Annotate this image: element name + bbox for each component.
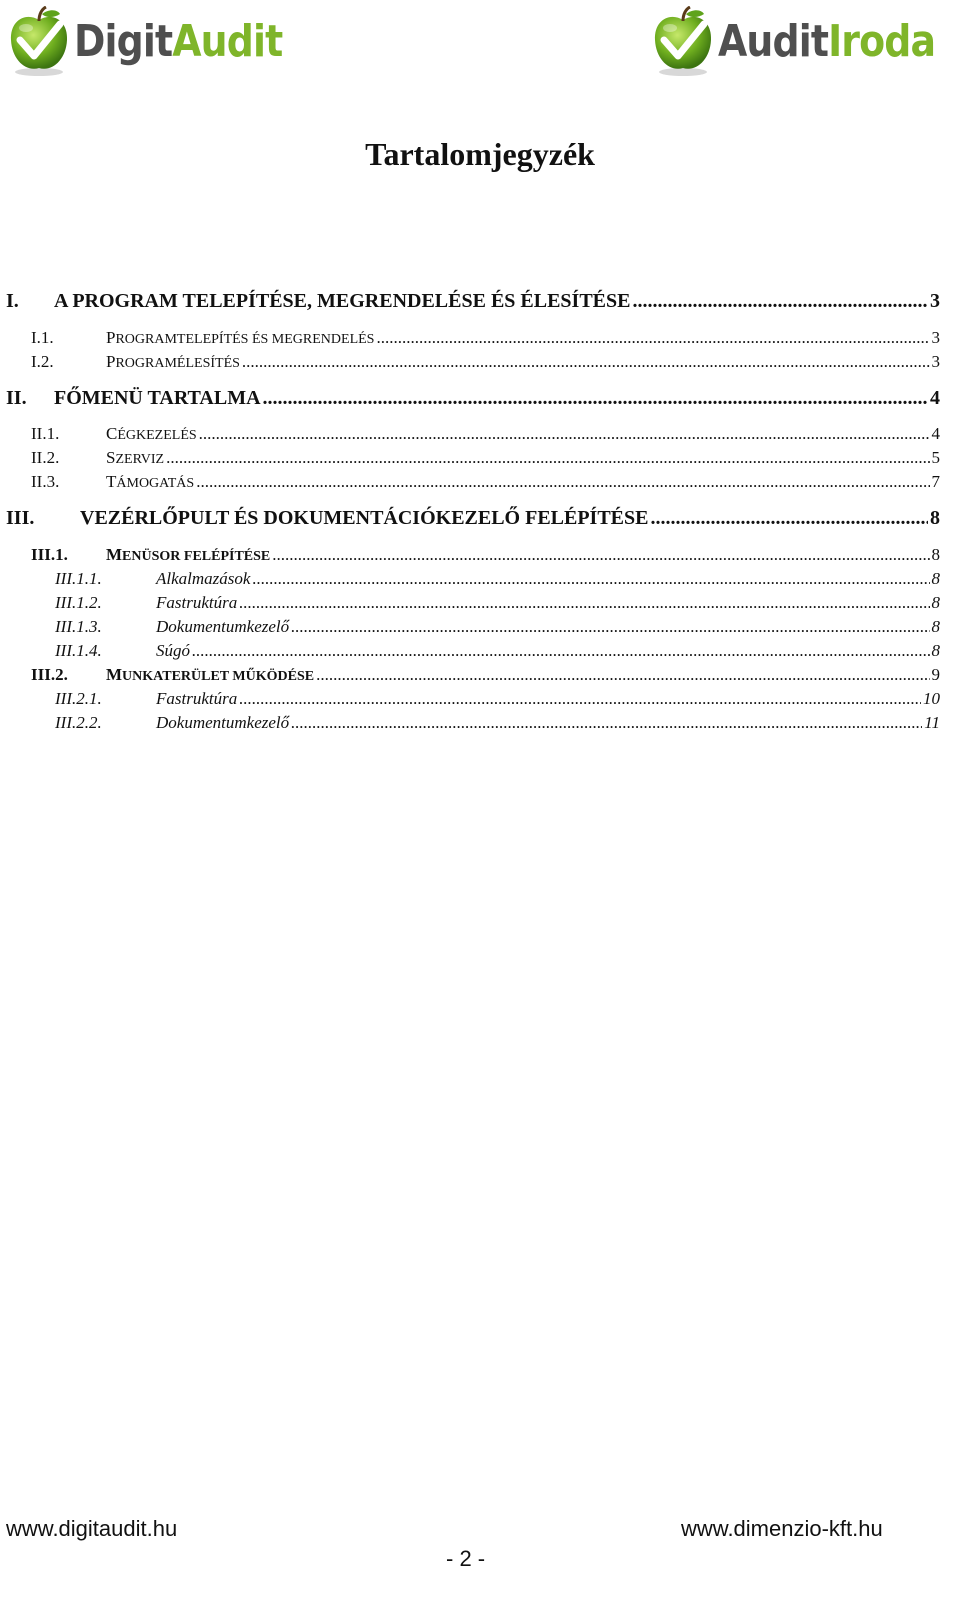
toc-text: Fastruktúra: [156, 689, 238, 708]
toc-number: I.: [6, 290, 19, 312]
toc-page: 8: [931, 545, 940, 564]
toc-page: 4: [931, 424, 940, 443]
toc-number: III.1.3.: [55, 617, 102, 636]
toc-leader: [376, 328, 929, 348]
toc-leader: [252, 569, 929, 589]
toc-entry[interactable]: [31, 665, 940, 687]
toc-page: 8: [931, 593, 940, 612]
toc-page: 8: [931, 617, 940, 636]
toc-number: III.: [6, 507, 35, 529]
auditiroda-logo: [650, 4, 960, 80]
toc-leader: [263, 387, 928, 410]
toc-leader: [632, 290, 928, 313]
toc-page: 3: [931, 352, 940, 371]
toc-leader: [196, 472, 929, 492]
toc-page: 9: [931, 665, 940, 684]
toc-text: MUNKATERÜLET MŰKÖDÉSE: [106, 665, 315, 684]
toc-page: 10: [923, 689, 940, 708]
toc-leader: [272, 545, 929, 565]
toc-entry[interactable]: [31, 472, 940, 494]
toc-page: 5: [931, 448, 940, 467]
toc-page: 3: [931, 328, 940, 347]
toc-entry[interactable]: [6, 507, 940, 529]
toc-text: SZERVIZ: [106, 448, 165, 467]
toc-number: II.1.: [31, 424, 60, 443]
page-number: - 2 -: [446, 1546, 486, 1571]
toc-entry[interactable]: [55, 617, 940, 639]
toc-number: I.2.: [31, 352, 54, 371]
toc-entry[interactable]: [55, 713, 940, 735]
toc-leader: [316, 665, 929, 685]
toc-page: 8: [931, 569, 940, 588]
toc-page: 8: [930, 507, 940, 529]
logo-wordmark: AuditIroda: [718, 16, 936, 67]
toc-entry[interactable]: [55, 593, 940, 615]
toc-text: Dokumentumkezelő: [156, 713, 290, 732]
toc-number: II.3.: [31, 472, 60, 491]
toc-entry[interactable]: [55, 689, 940, 711]
toc-entry[interactable]: [31, 352, 940, 374]
toc-leader: [291, 617, 929, 637]
toc-entry[interactable]: [55, 641, 940, 663]
toc-number: I.1.: [31, 328, 54, 347]
footer-left-url[interactable]: www.digitaudit.hu: [6, 1516, 178, 1541]
toc-entry[interactable]: [31, 545, 940, 567]
logo-wordmark: DigitAudit: [74, 16, 283, 67]
green-apple-check-icon: [650, 6, 716, 78]
toc-text: Dokumentumkezelő: [156, 617, 290, 636]
toc-text: A PROGRAM TELEPÍTÉSE, MEGRENDELÉSE ÉS ÉLESÍTÉSE: [54, 290, 631, 312]
toc-leader: [199, 424, 930, 444]
toc-text: FŐMENÜ TARTALMA: [54, 387, 261, 409]
toc-entry[interactable]: [55, 569, 940, 591]
page-title: Tartalomjegyzék: [365, 136, 595, 172]
green-apple-check-icon: [6, 6, 72, 78]
toc-page: 4: [930, 387, 940, 409]
toc-page: 3: [930, 290, 940, 312]
toc-leader: [239, 689, 921, 709]
toc-text: TÁMOGATÁS: [106, 472, 195, 491]
toc-number: II.: [6, 387, 27, 409]
toc-page: 11: [924, 713, 940, 732]
footer-right-url[interactable]: www.dimenzio-kft.hu: [681, 1516, 883, 1541]
toc-number: III.2.1.: [55, 689, 102, 708]
toc-leader: [242, 352, 930, 372]
toc-text: Fastruktúra: [156, 593, 238, 612]
toc-text: Súgó: [156, 641, 190, 660]
toc-text: CÉGKEZELÉS: [106, 424, 197, 443]
toc-leader: [651, 507, 929, 530]
toc-text: PROGRAMTELEPÍTÉS ÉS MEGRENDELÉS: [106, 328, 375, 347]
toc-entry[interactable]: [6, 290, 940, 312]
toc-leader: [166, 448, 929, 468]
toc-entry[interactable]: [31, 424, 940, 446]
toc-entry[interactable]: [31, 328, 940, 350]
toc-number: III.1.2.: [55, 593, 102, 612]
toc-number: III.1.: [31, 545, 68, 564]
toc-number: III.2.: [31, 665, 68, 684]
toc-entry[interactable]: [31, 448, 940, 470]
toc-page: 7: [931, 472, 940, 491]
toc-text: PROGRAMÉLESÍTÉS: [106, 352, 240, 371]
toc-number: III.2.2.: [55, 713, 102, 732]
toc-text: MENÜSOR FELÉPÍTÉSE: [106, 545, 271, 564]
toc-leader: [192, 641, 930, 661]
toc-leader: [291, 713, 922, 733]
toc-leader: [239, 593, 929, 613]
digitaudit-logo: [6, 4, 316, 80]
toc-number: II.2.: [31, 448, 60, 467]
toc-number: III.1.4.: [55, 641, 102, 660]
toc-page: 8: [931, 641, 940, 660]
toc-text: VEZÉRLŐPULT ÉS DOKUMENTÁCIÓKEZELŐ FELÉPÍTÉSE: [80, 507, 649, 529]
toc-text: Alkalmazások: [156, 569, 251, 588]
toc-number: III.1.1.: [55, 569, 102, 588]
toc-entry[interactable]: [6, 387, 940, 409]
